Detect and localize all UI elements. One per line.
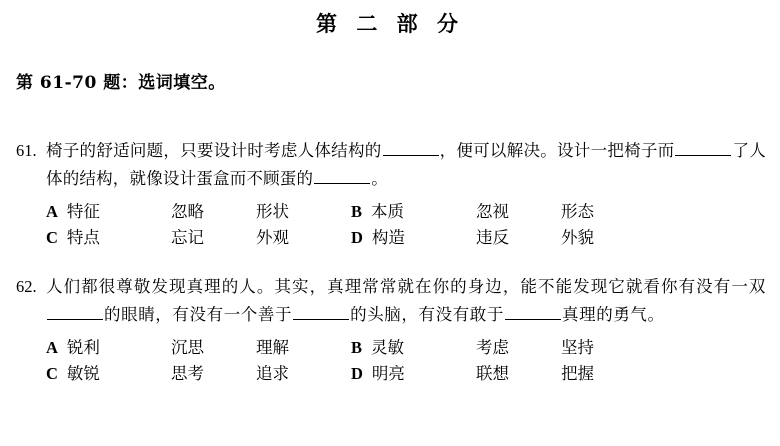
option-word-cell	[256, 335, 351, 361]
question-text-segment: 了人体的结构，就像设计蛋盒而不顾蛋的	[46, 141, 767, 188]
question-text-segment: 的眼睛，有没有一个善于	[104, 305, 293, 324]
option-word-cell	[256, 361, 351, 387]
question-text	[46, 273, 766, 329]
option-word: 理解	[256, 338, 289, 357]
option-row	[46, 361, 766, 387]
exam-page	[0, 8, 780, 446]
option-choice-a[interactable]	[46, 199, 171, 225]
option-choice-a[interactable]	[46, 335, 171, 361]
question-body	[16, 137, 766, 193]
question-text-segment: 。	[371, 169, 388, 188]
question-text-segment: 人们都很尊敬发现真理的人。其实，真理常常就在你的身边，能不能发现它就看你有没有一双	[46, 277, 766, 296]
option-choice-b[interactable]	[351, 199, 476, 225]
option-word-cell	[256, 199, 351, 225]
option-letter: D	[351, 364, 363, 383]
option-letter: A	[46, 338, 58, 357]
option-word: 外貌	[561, 228, 594, 247]
option-group	[46, 335, 766, 387]
option-word-cell	[561, 335, 656, 361]
option-choice-d[interactable]	[351, 225, 476, 251]
question-text-segment: 椅子的舒适问题，只要设计时考虑人体结构的	[46, 141, 382, 160]
blank-field[interactable]	[383, 140, 439, 156]
option-word: 构造	[371, 228, 405, 247]
option-row	[46, 225, 766, 251]
option-word: 灵敏	[371, 338, 405, 357]
question-number: 62.	[16, 277, 37, 296]
option-word: 忽视	[476, 202, 509, 221]
question-text-segment: 真理的勇气。	[562, 305, 665, 324]
option-word-cell	[171, 361, 256, 387]
option-word-cell	[561, 361, 656, 387]
option-word: 敏锐	[66, 364, 100, 383]
question-number: 61.	[16, 141, 37, 160]
option-word-cell	[561, 199, 656, 225]
option-word: 外观	[256, 228, 289, 247]
option-word-cell	[476, 335, 561, 361]
option-word: 形态	[561, 202, 594, 221]
option-word-cell	[171, 225, 256, 251]
question-text-segment: 的头脑，有没有敢于	[350, 305, 505, 324]
option-letter: A	[46, 202, 58, 221]
option-word-cell	[476, 361, 561, 387]
option-word: 忽略	[171, 202, 204, 221]
option-letter: B	[351, 338, 363, 357]
option-choice-d[interactable]	[351, 361, 476, 387]
option-choice-c[interactable]	[46, 361, 171, 387]
option-letter: B	[351, 202, 363, 221]
option-letter: C	[46, 364, 58, 383]
option-row	[46, 199, 766, 225]
option-word: 沉思	[171, 338, 204, 357]
option-word-cell	[256, 225, 351, 251]
option-word: 本质	[371, 202, 405, 221]
option-word-cell	[171, 199, 256, 225]
option-choice-c[interactable]	[46, 225, 171, 251]
blank-field[interactable]	[675, 140, 731, 156]
option-word: 忘记	[171, 228, 204, 247]
blank-field[interactable]	[47, 304, 103, 320]
question-list	[0, 137, 780, 387]
option-word-cell	[171, 335, 256, 361]
blank-field[interactable]	[293, 304, 349, 320]
section-heading: 第 61-70 题：选词填空。	[16, 73, 226, 93]
question-body	[16, 273, 766, 329]
option-word: 违反	[476, 228, 509, 247]
option-word-cell	[476, 199, 561, 225]
option-letter: C	[46, 228, 58, 247]
option-word: 考虑	[476, 338, 509, 357]
option-word: 特征	[66, 202, 100, 221]
page-title: 第 二 部 分	[316, 11, 464, 36]
blank-field[interactable]	[505, 304, 561, 320]
option-word-cell	[476, 225, 561, 251]
option-word: 把握	[561, 364, 594, 383]
option-word: 联想	[476, 364, 509, 383]
option-word: 形状	[256, 202, 289, 221]
option-word: 追求	[256, 364, 289, 383]
question-text	[46, 137, 766, 193]
option-choice-b[interactable]	[351, 335, 476, 361]
option-word: 思考	[171, 364, 204, 383]
option-word: 坚持	[561, 338, 594, 357]
option-word: 明亮	[371, 364, 405, 383]
option-word: 特点	[66, 228, 100, 247]
option-word-cell	[561, 225, 656, 251]
option-row	[46, 335, 766, 361]
question-item	[16, 273, 766, 387]
question-text-segment: ，便可以解决。设计一把椅子而	[439, 141, 675, 160]
blank-field[interactable]	[314, 168, 370, 184]
option-word: 锐利	[66, 338, 100, 357]
option-letter: D	[351, 228, 363, 247]
option-group	[46, 199, 766, 251]
question-item	[16, 137, 766, 251]
